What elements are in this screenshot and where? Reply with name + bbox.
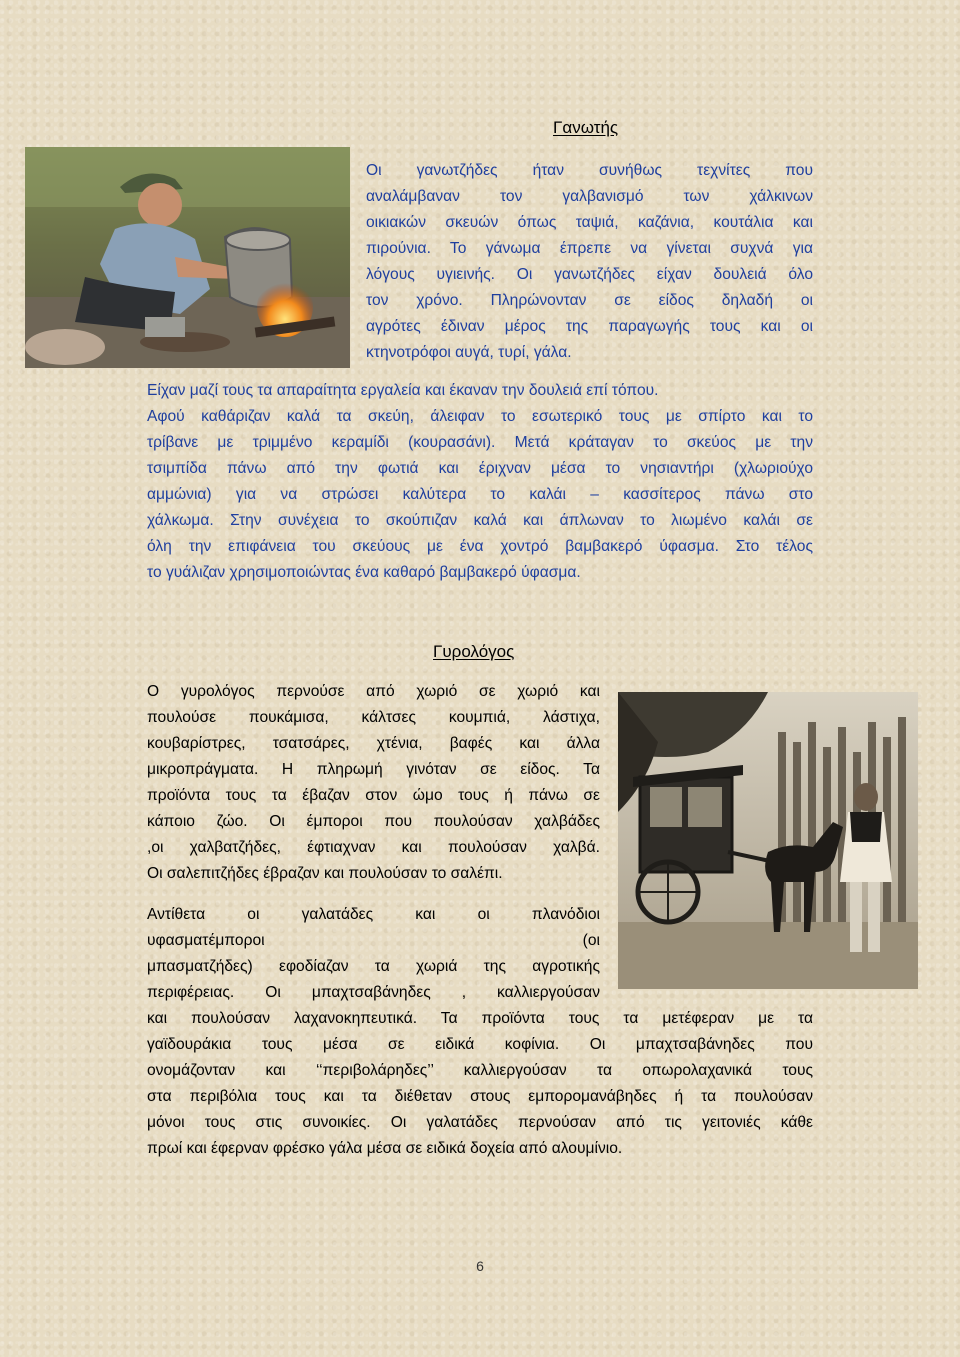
text-line: πρωί και έφερναν φρέσκο γάλα μέσα σε ειδικά δοχεία από αλουμίνιο.: [147, 1140, 623, 1157]
section-heading-ganotis: Γανωτής: [553, 118, 619, 137]
text-line: τρίβανε με τριμμένο κεραμίδι (κουρασάνι). Μετά κράταγαν το σκεύος με την: [147, 434, 813, 451]
text-line: μόνοι τους στις συνοικίες. Οι γαλατάδες περνούσαν από τις γειτονιές κάθε: [147, 1114, 813, 1131]
text-line: χάλκωμα. Στην συνέχεια το σκούπιζαν καλά και άπλωναν το λιωμένο καλάι σε: [147, 512, 813, 529]
text-line: τον χρόνο. Πληρώνονταν σε είδος δηλαδή οι: [366, 292, 813, 309]
tinsmith-illustration: [25, 147, 350, 368]
text-line: Αφού καθάριζαν καλά τα σκεύη, άλειφαν το εσωτερικό τους με σπίρτο και το: [147, 408, 813, 425]
text-line: γαϊδουράκια τους μέσα σε ειδικά κοφίνια. Οι μπαχτσαβάνηδες που: [147, 1036, 813, 1053]
text-line: μπασματζήδες) εφοδίαζαν τα χωριά της αγροτικής: [147, 958, 600, 975]
text-line: Είχαν μαζί τους τα απαραίτητα εργαλεία και έκαναν την δουλειά επί τόπου.: [147, 382, 659, 399]
text-line: και πουλούσαν λαχανοκηπευτικά. Τα προϊόντα τους τα μετέφεραν με τα: [147, 1010, 813, 1027]
vendor-cart-illustration: [618, 692, 918, 989]
text-line: όλη την επιφάνεια του σκεύους με ένα χοντρό βαμβακερό ύφασμα. Στο τέλος: [147, 538, 813, 555]
text-line: υφασματέμποροι (οι: [147, 932, 600, 949]
text-line: αναλάμβαναν τον γαλβανισμό των χάλκινων: [366, 188, 813, 205]
tinsmith-photo: [25, 147, 350, 368]
gyrologos-paragraph-2-top: [147, 902, 600, 1006]
text-line: πουλούσε πουκάμισα, κάλτσες κουμπιά, λάστιχα,: [147, 709, 600, 726]
text-line: κάποιο ζώο. Οι έμποροι που πουλούσαν χαλβάδες: [147, 813, 600, 830]
text-line: ,οι χαλβατζήδες, έφτιαχναν και πουλούσαν χαλβά.: [147, 839, 600, 856]
text-line: Αντίθετα οι γαλατάδες και οι πλανόδιοι: [147, 906, 600, 923]
text-line: αγρότες έδιναν μέρος της παραγωγής τους και οι: [366, 318, 813, 335]
text-line: περιφέρειας. Οι μπαχτσαβάνηδες , καλλιεργούσαν: [147, 984, 600, 1001]
ganotis-body-paragraph: [147, 378, 813, 586]
text-line: το γυάλιζαν χρησιμοποιώντας ένα καθαρό βαμβακερό ύφασμα.: [147, 564, 581, 581]
text-line: κτηνοτρόφοι αυγά, τυρί, γάλα.: [366, 344, 572, 361]
text-line: μικροπράγματα. Η πληρωμή γινόταν σε είδος. Τα: [147, 761, 600, 778]
text-line: Οι σαλεπιτζήδες έβραζαν και πουλούσαν το σαλέπι.: [147, 865, 503, 882]
text-line: πιρούνια. Το γάνωμα έπρεπε να γίνεται συχνά για: [366, 240, 813, 257]
text-line: Ο γυρολόγος περνούσε από χωριό σε χωριό και: [147, 683, 600, 700]
page-number: 6: [476, 1258, 484, 1274]
gyrologos-paragraph-1: [147, 679, 600, 887]
ganotis-intro-paragraph: [366, 158, 813, 366]
vendor-cart-photo: [618, 692, 918, 989]
text-line: κουβαρίστρες, τσατσάρες, χτένια, βαφές και άλλα: [147, 735, 600, 752]
text-line: Οι γανωτζήδες ήταν συνήθως τεχνίτες που: [366, 162, 813, 179]
text-line: οικιακών σκευών όπως ταψιά, καζάνια, κουτάλια και: [366, 214, 813, 231]
text-line: ονομάζονταν και ‘‘περιβολάρηδες’’ καλλιεργούσαν τα οπωρολαχανικά τους: [147, 1062, 813, 1079]
text-line: τσιμπίδα πάνω από την φωτιά και έριχναν μέσα το νησιαντήρι (χλωριούχο: [147, 460, 813, 477]
text-line: προϊόντα τους τα έβαζαν στον ώμο τους ή πάνω σε: [147, 787, 600, 804]
text-line: αμμώνια) για να στρώσει καλύτερα το καλάι – κασσίτερος πάνω στο: [147, 486, 813, 503]
text-line: λόγους υγιεινής. Οι γανωτζήδες είχαν δουλειά όλο: [366, 266, 813, 283]
gyrologos-paragraph-2-bottom: [147, 1006, 813, 1162]
section-heading-gyrologos: Γυρολόγος: [433, 642, 515, 661]
text-line: στα περιβόλια τους και τα διέθεταν στους εμπορομανάβηδες ή τα πουλούσαν: [147, 1088, 813, 1105]
